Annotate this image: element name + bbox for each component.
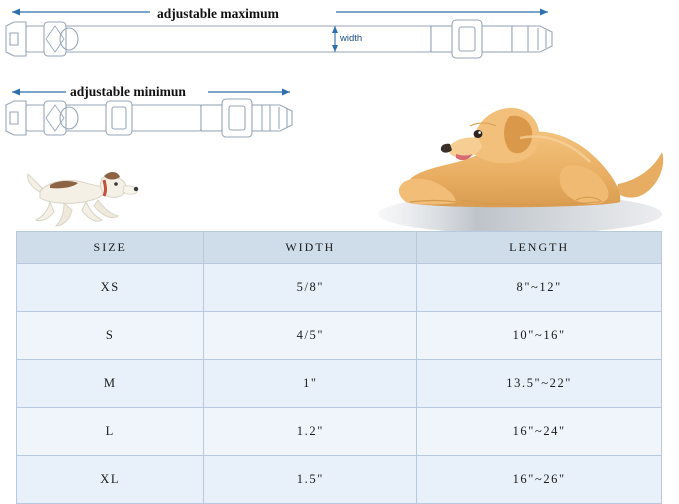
cell-length: 13.5"~22" (417, 360, 662, 408)
cell-width: 5/8" (204, 264, 417, 312)
table-header-length: LENGTH (417, 232, 662, 264)
table-row (17, 264, 662, 312)
cell-size: XS (17, 264, 204, 312)
label-adjustable-maximum: adjustable maximum (157, 6, 279, 21)
table-row (17, 456, 662, 504)
cell-width: 1.5" (204, 456, 417, 504)
label-width: width (340, 33, 363, 44)
cell-length: 16"~26" (417, 456, 662, 504)
label-adjustable-minimum: adjustable minimun (70, 84, 186, 99)
running-dog-illustration (6, 158, 154, 236)
size-chart-table (16, 231, 662, 504)
cell-size: L (17, 408, 204, 456)
table-row (17, 360, 662, 408)
collar-strap-maximum (6, 20, 552, 58)
table-header-size: SIZE (17, 232, 204, 264)
cell-size: M (17, 360, 204, 408)
cell-width: 4/5" (204, 312, 417, 360)
golden-retriever-illustration (370, 92, 670, 240)
collar-strap-minimum (6, 99, 292, 137)
cell-width: 1" (204, 360, 417, 408)
table-row (17, 312, 662, 360)
table-header-width: WIDTH (204, 232, 417, 264)
table-row (17, 408, 662, 456)
cell-size: S (17, 312, 204, 360)
cell-length: 16"~24" (417, 408, 662, 456)
dimension-line-maximum (12, 9, 548, 16)
cell-width: 1.2" (204, 408, 417, 456)
table-header-row (17, 232, 662, 264)
cell-length: 10"~16" (417, 312, 662, 360)
cell-length: 8"~12" (417, 264, 662, 312)
cell-size: XL (17, 456, 204, 504)
